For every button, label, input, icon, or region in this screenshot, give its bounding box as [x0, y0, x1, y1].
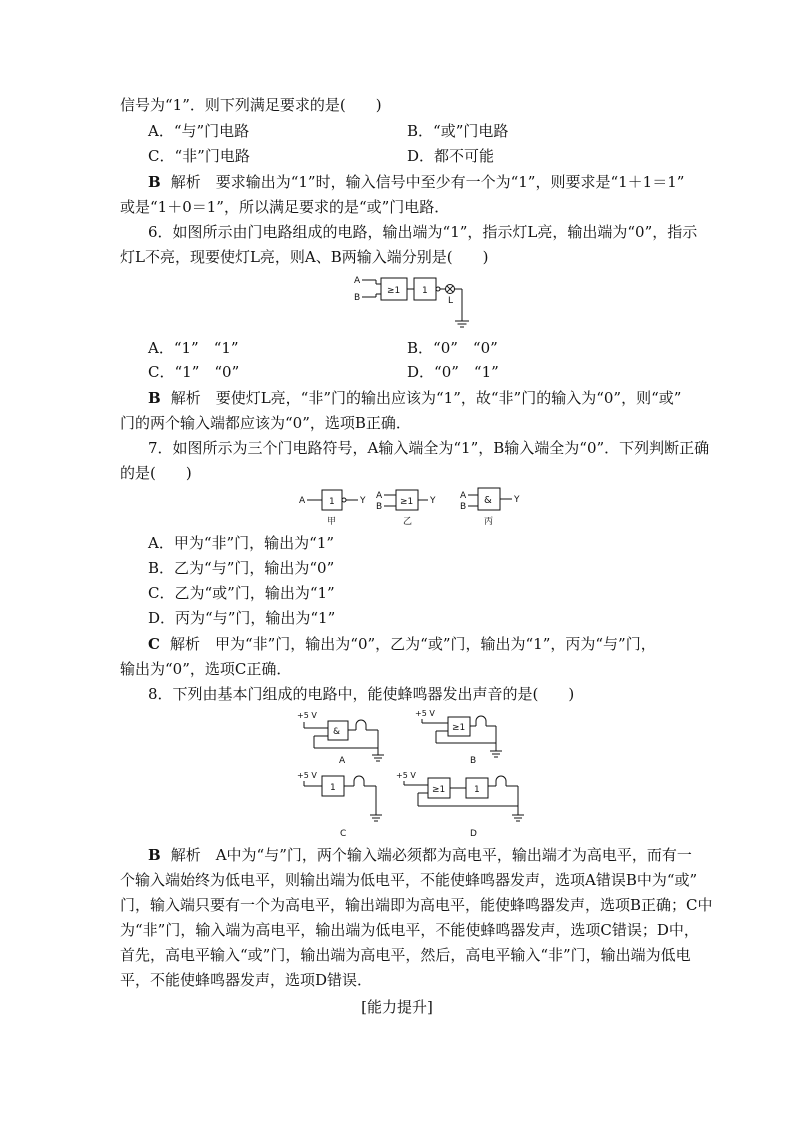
q7-yi-gate-label: ≥1 [400, 497, 414, 507]
q7-option-a: A．甲为“非”门，输出为“1” [148, 534, 335, 552]
q5-option-c: C．“非”门电路 [148, 147, 250, 165]
q8-analysis-line3: 门，输入端只要有一个为高电平，输出端即为高电平，能使蜂鸣器发声，选项B正确；C中 [120, 896, 713, 914]
q6-option-a: A．“1” “1” [148, 339, 239, 357]
q6-label-a: A [354, 276, 361, 286]
q8-c-gate-label: 1 [330, 783, 336, 793]
q6-or-gate-label: ≥1 [387, 286, 401, 296]
q7-analysis-line2: 输出为“0”，选项C正确． [120, 660, 292, 678]
q7-answer: C [148, 635, 160, 653]
q8-answer: B [148, 846, 161, 864]
q7-yi-input-a: A [376, 491, 383, 501]
q8-caption-b: B [470, 756, 477, 766]
q6-answer: B [148, 389, 161, 407]
section-heading: [能力提升] [361, 998, 433, 1016]
q8-d-not-gate-label: 1 [474, 785, 480, 795]
q7-yi-input-b: B [376, 502, 383, 512]
q7-stem-line2: 的是( ) [120, 464, 192, 482]
q6-analysis-line2: 门的两个输入端都应该为“0”，选项B正确． [120, 414, 411, 432]
q8-analysis-line4: 为“非”门，输入端为高电平，输出端为低电平，不能使蜂鸣器发声，选项C错误；D中， [120, 921, 699, 939]
q7-jia-gate-label: 1 [329, 497, 335, 507]
q5-option-b: B．“或”门电路 [407, 122, 509, 140]
q8-c-voltage: +5 V [297, 771, 317, 780]
q7-option-c: C．乙为“或”门，输出为“1” [148, 584, 335, 602]
q7-analysis [148, 634, 656, 654]
q6-stem-line1: 6．如图所示由门电路组成的电路，输出端为“1”，指示灯L亮，输出端为“0”，指示 [148, 223, 698, 241]
q6-analysis [148, 388, 681, 408]
q8-b-voltage: +5 V [415, 709, 435, 718]
q8-d-voltage: +5 V [396, 771, 416, 780]
q8-caption-c: C [340, 829, 347, 839]
q7-stem-line1: 7．如图所示为三个门电路符号，A输入端全为“1”，B输入端全为“0”．下列判断正确 [148, 439, 710, 457]
q7-jia-input-a: A [299, 496, 306, 506]
q8-a-buzzer-icon [356, 720, 366, 730]
q7-yi-output-y: Y [430, 496, 436, 506]
q6-not-gate-label: 1 [422, 286, 428, 296]
q8-stem: 8．下列由基本门组成的电路中，能使蜂鸣器发出声音的是( ) [148, 685, 575, 703]
q7-analysis-line1: 解析 甲为“非”门，输出为“0”，乙为“或”门，输出为“1”，丙为“与”门， [169, 635, 656, 653]
q7-jia-output-y: Y [360, 496, 366, 506]
q6-option-b: B．“0” “0” [407, 339, 498, 357]
q8-analysis [148, 845, 692, 865]
q8-caption-a: A [339, 756, 346, 766]
q8-b-buzzer-icon [476, 716, 486, 726]
q8-circuits-figure [290, 705, 530, 841]
q5-analysis-line2: 或是“1＋0＝1”，所以满足要求的是“或”门电路． [120, 198, 450, 216]
q7-caption-jia: 甲 [327, 517, 337, 527]
q8-d-buzzer-icon [496, 776, 506, 786]
q6-label-l: L [448, 296, 454, 306]
q7-bing-input-a: A [460, 491, 467, 501]
q7-gates-figure [296, 484, 526, 530]
q7-bing-input-b: B [460, 502, 467, 512]
q6-option-d: D．“0” “1” [407, 363, 499, 381]
q5-option-d: D．都不可能 [407, 147, 495, 165]
q7-bing-gate-label: & [484, 495, 492, 506]
q7-option-d: D．丙为“与”门，输出为“1” [148, 609, 336, 627]
q8-caption-d: D [470, 829, 477, 839]
q5-option-a: A．“与”门电路 [148, 122, 250, 140]
q8-a-voltage: +5 V [297, 711, 317, 720]
q7-option-b: B．乙为“与”门，输出为“0” [148, 559, 335, 577]
q5-answer: B [148, 173, 161, 191]
q6-option-c: C．“1” “0” [148, 363, 240, 381]
q6-stem-line2: 灯L不亮，现要使灯L亮，则A、B两输入端分别是( ) [120, 248, 489, 266]
q8-c-buzzer-icon [354, 776, 364, 786]
q7-caption-bing: 丙 [484, 517, 494, 527]
q5-analysis-line1: 解析 要求输出为“1”时，输入信号中至少有一个为“1”，则要求是“1＋1＝1” [170, 173, 685, 191]
q8-analysis-line1: 解析 A中为“与”门，两个输入端必须都为高电平，输出端才为高电平，而有一 [170, 846, 692, 864]
q5-analysis [148, 172, 684, 192]
q6-label-b: B [354, 293, 361, 303]
q8-a-gate-label: & [333, 727, 341, 737]
q8-analysis-line2: 个输入端始终为低电平，则输出端为低电平，不能使蜂鸣器发声，选项A错误B中为“或” [120, 871, 698, 889]
q7-caption-yi: 乙 [403, 517, 413, 527]
q6-analysis-line1: 解析 要使灯L亮，“非”门的输出应该为“1”，故“非”门的输入为“0”，则“或” [170, 389, 682, 407]
q8-b-gate-label: ≥1 [452, 723, 466, 733]
q5-stem: 信号为“1”．则下列满足要求的是( ) [120, 96, 382, 114]
q6-circuit-figure [350, 270, 480, 330]
q8-d-or-gate-label: ≥1 [432, 785, 446, 795]
q8-analysis-line5: 首先，高电平输入“或”门，输出端为高电平，然后，高电平输入“非”门，输出端为低电 [120, 946, 691, 964]
q8-analysis-line6: 平，不能使蜂鸣器发声，选项D错误． [120, 971, 373, 989]
q7-bing-output-y: Y [514, 495, 520, 505]
